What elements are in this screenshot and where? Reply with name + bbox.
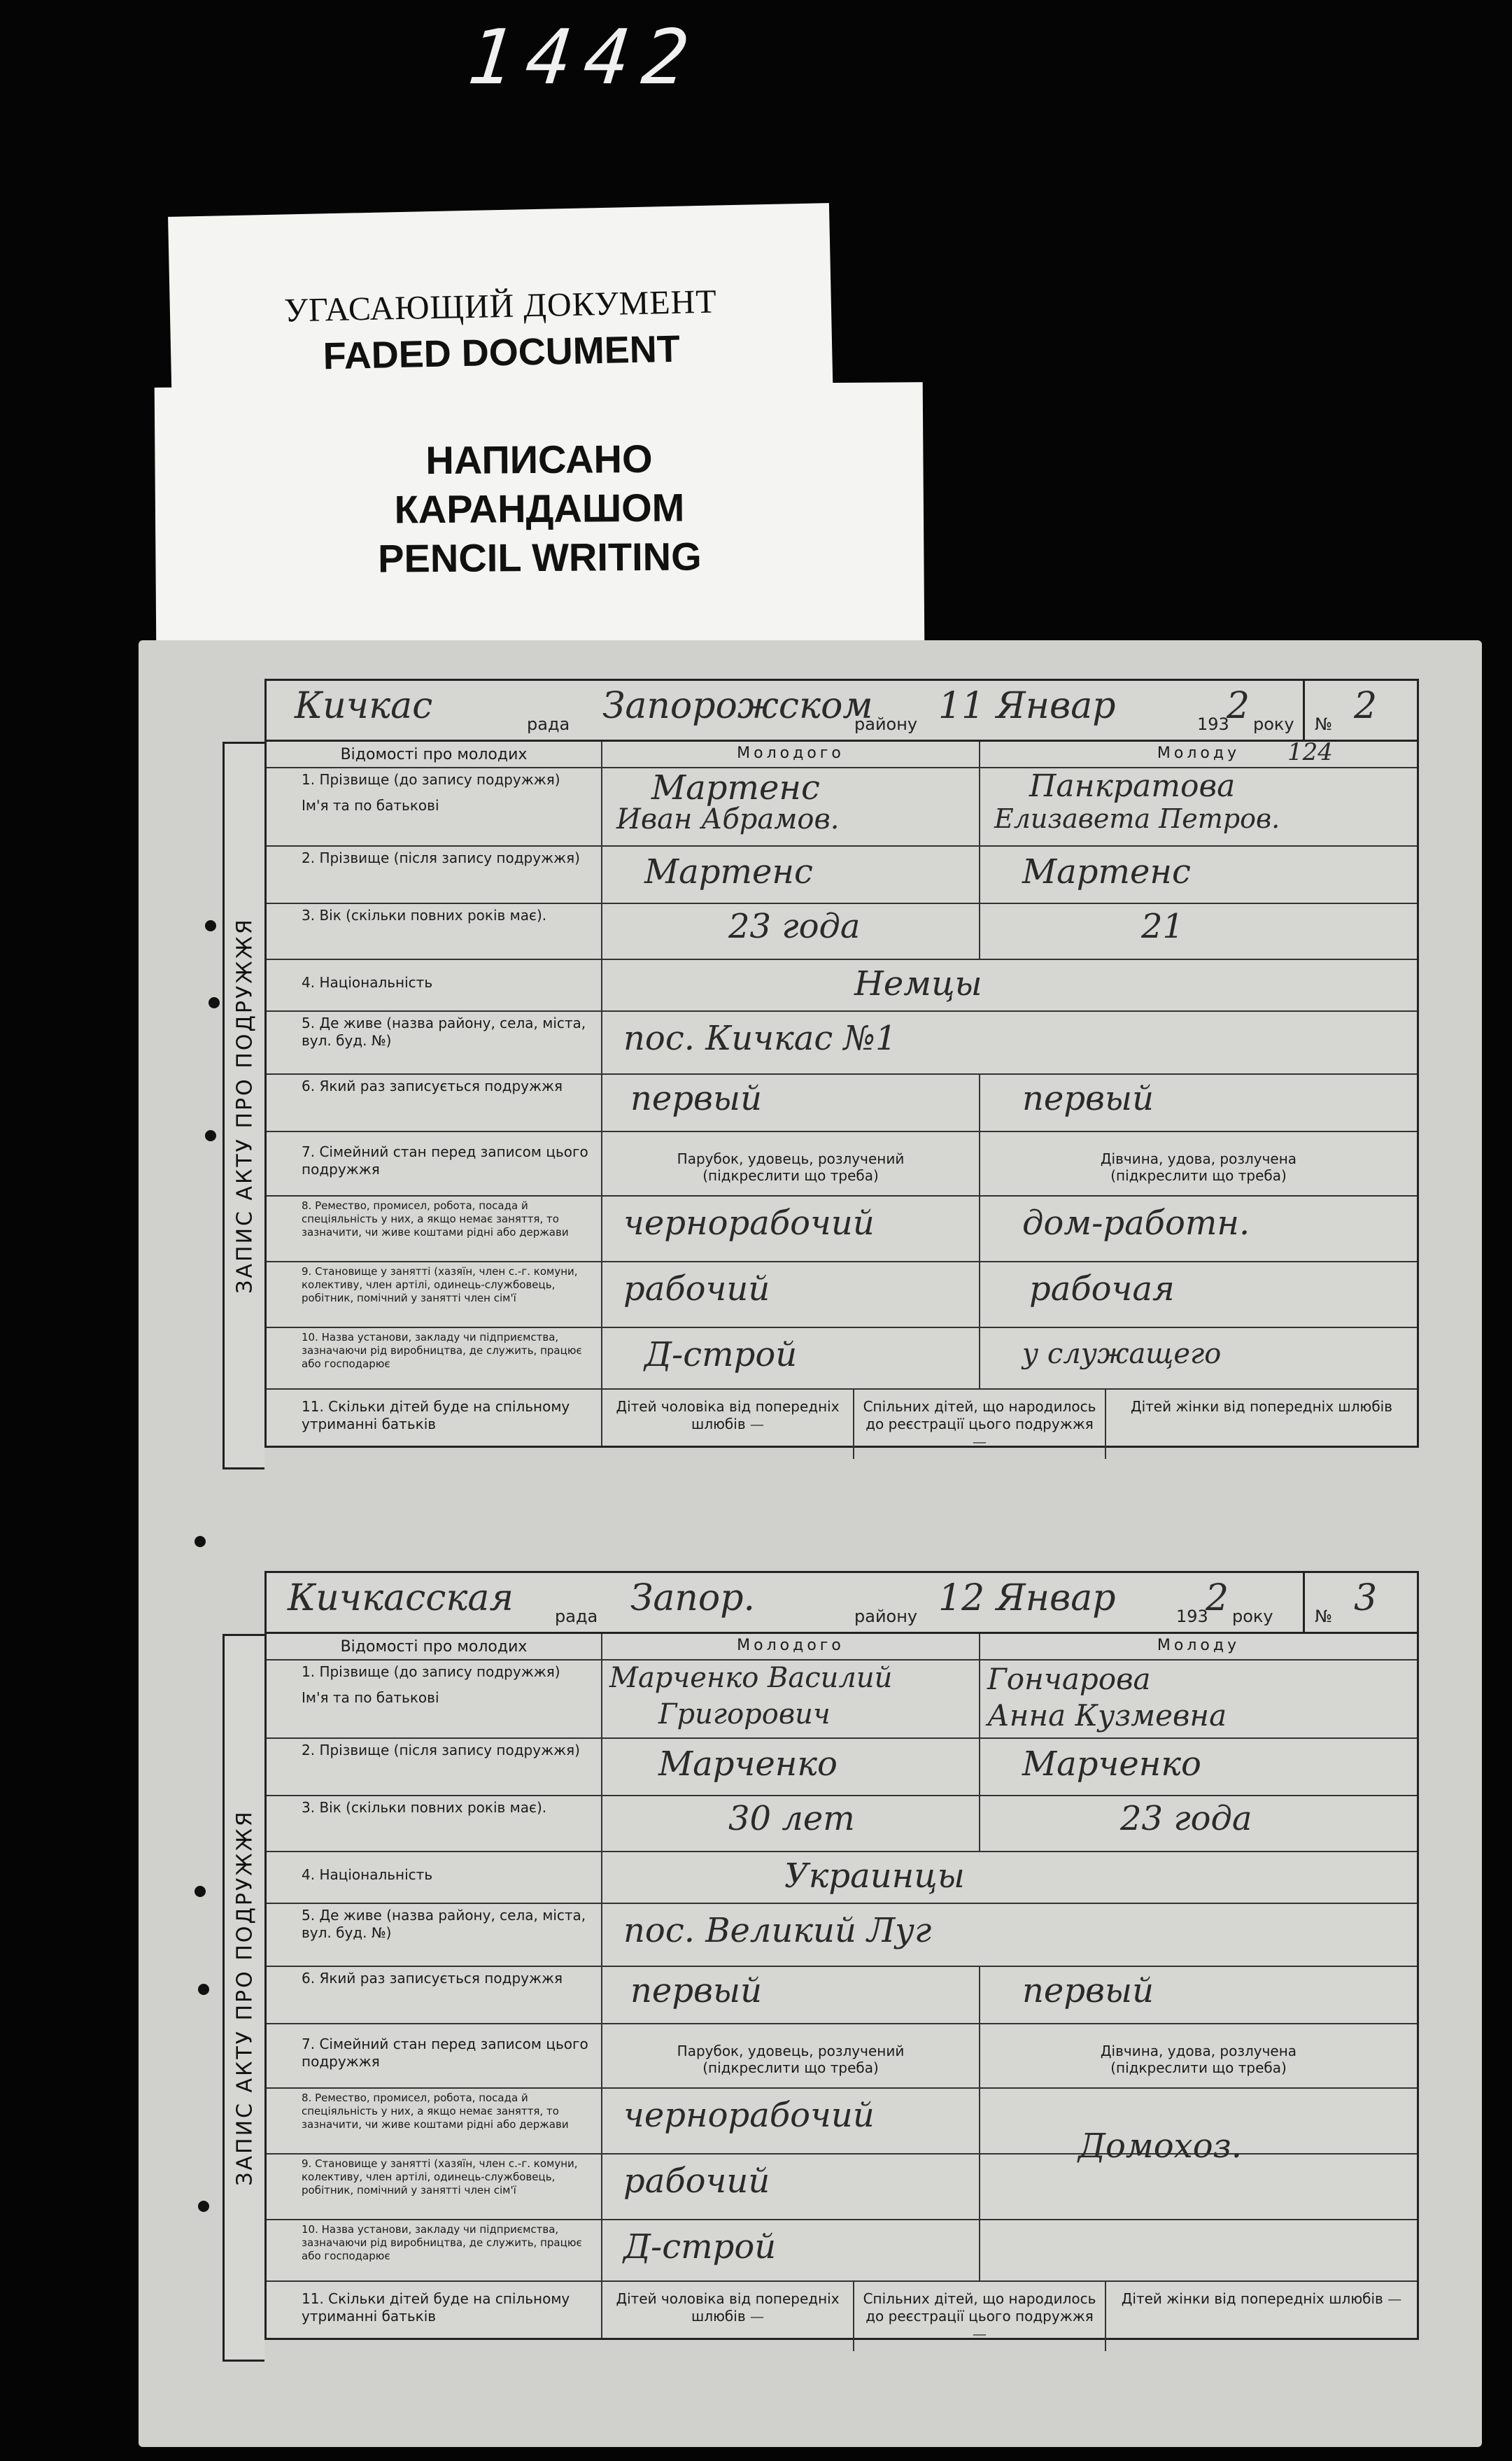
bride-surname: Панкратова: [1029, 768, 1236, 804]
row-times: [267, 1073, 1417, 1131]
bride-cell: [980, 1796, 1417, 1851]
label-surname-after: 2. Прізвище (після запису подружжя): [267, 1739, 602, 1795]
label-marital: 7. Сімейний стан перед записом цього подружжя: [267, 2024, 602, 2087]
row-surname-after: [267, 1737, 1417, 1795]
groom-cell: [602, 1132, 980, 1195]
label-position: 9. Становище у занятті (хазяїн, член с.-г. комуни, колективу, член артілі, одинець-службовець, робітник, помічний у занятті член сім'ї: [267, 1262, 602, 1327]
page-number: 1442: [463, 14, 705, 101]
grid-header-row: [267, 742, 1417, 767]
groom-cell: [602, 847, 980, 903]
info-header: Відомості про молодих: [267, 1634, 602, 1659]
groom-new-surname: Мартенс: [644, 852, 813, 891]
bride-marital-options: Дівчина, удова, розлучена: [1100, 1150, 1297, 1167]
row-position: [267, 1261, 1417, 1327]
children-bride-label: Дітей жінки від попередніх шлюбів: [1130, 1398, 1393, 1415]
label-surname-before: [267, 768, 602, 845]
groom-position: рабочий: [623, 2162, 770, 2201]
binding-hole: [198, 1984, 209, 1995]
label-marital: 7. Сімейний стан перед записом цього подружжя: [267, 1132, 602, 1195]
row-children: [267, 1388, 1417, 1450]
children-groom: [602, 2282, 854, 2351]
record-number-extra: 124: [1287, 738, 1333, 766]
bride-marital-note: (підкреслити що треба): [1110, 1167, 1287, 1184]
pencil-label-ru-2: КАРАНДАШОМ: [394, 485, 685, 532]
bride-cell: [980, 1075, 1417, 1131]
children-groom-value: —: [749, 1416, 764, 1432]
binding-hole: [209, 997, 220, 1008]
children-common-value: —: [973, 2325, 987, 2342]
bride-name: Елизавета Петров.: [994, 803, 1280, 834]
children-cell: [602, 1390, 1417, 1450]
label-workplace: 10. Назва установи, закладу чи підприємства, зазначаючи рід виробництва, де служить, працює або господарює: [267, 2220, 602, 2280]
record-number-box: [1303, 681, 1417, 740]
bride-cell: [980, 2127, 1417, 2219]
groom-cell: [602, 1967, 980, 2023]
children-common-value: —: [973, 1433, 987, 1450]
faded-label-en: FADED DOCUMENT: [323, 327, 681, 378]
label-surname-after: 2. Прізвище (після запису подружжя): [267, 847, 602, 903]
bride-cell: [980, 1660, 1417, 1737]
raion-label: району: [854, 714, 918, 734]
groom-age: 30 лет: [728, 1799, 855, 1838]
bride-header: Молоду: [1157, 1637, 1241, 1654]
groom-surname: Мартенс: [651, 768, 820, 808]
number-label: №: [1315, 714, 1332, 734]
record-header: [264, 679, 1419, 742]
groom-cell: [602, 1262, 980, 1327]
label-children: 11. Скільки дітей буде на спільному утриманні батьків: [267, 1390, 602, 1446]
children-bride: [1106, 2282, 1417, 2351]
bride-position: Домохоз.: [1078, 2127, 1243, 2166]
rada-value: Кичкас: [295, 685, 433, 727]
groom-cell: [602, 1328, 980, 1388]
groom-times: первый: [630, 1079, 762, 1118]
number-label: №: [1315, 1607, 1332, 1626]
date-value: 12 Январ: [938, 1577, 1116, 1619]
label-r1b: Ім'я та по батькові: [302, 797, 439, 814]
bride-cell: [980, 1132, 1417, 1195]
row-age: [267, 903, 1417, 959]
bride-cell: [980, 1967, 1417, 2023]
pencil-writing-sticker: [155, 382, 925, 648]
bride-name: Анна Кузмевна: [987, 1698, 1227, 1733]
bride-surname: Гончарова: [987, 1662, 1151, 1696]
bride-cell: [980, 2024, 1417, 2087]
groom-cell: [602, 768, 980, 845]
bride-marital-options: Дівчина, удова, розлучена: [1100, 2043, 1297, 2059]
groom-cell: [602, 904, 980, 959]
label-surname-before: [267, 1660, 602, 1737]
residence: пос. Кичкас №1: [623, 1019, 897, 1058]
row-marital: [267, 1131, 1417, 1195]
groom-surname: Марченко Василий: [609, 1662, 893, 1694]
row-occupation: [267, 2087, 1417, 2153]
children-common-label: Спільних дітей, що народилось до реєстрації цього подружжя: [863, 1398, 1096, 1432]
label-r1: 1. Прізвище (до запису подружжя): [302, 1663, 560, 1680]
record-header: [264, 1571, 1419, 1634]
bride-marital-note: (підкреслити що треба): [1110, 2059, 1287, 2076]
side-title: [222, 742, 264, 1469]
grid-header-row: [267, 1634, 1417, 1659]
bride-cell: [980, 904, 1417, 959]
groom-marital-note: (підкреслити що треба): [702, 1167, 879, 1184]
label-residence: 5. Де живе (назва району, села, міста, вул. буд. №): [267, 1012, 602, 1073]
label-position: 9. Становище у занятті (хазяїн, член с.-г. комуни, колективу, член артілі, одинець-службовець, робітник, помічний у занятті член сім'ї: [267, 2155, 602, 2219]
groom-workplace: Д-строй: [623, 2227, 777, 2266]
groom-name: Григорович: [658, 1698, 831, 1730]
bride-times: первый: [1022, 1079, 1154, 1118]
bride-times: первый: [1022, 1971, 1154, 2010]
year-prefix: 193: [1176, 1607, 1208, 1626]
label-occupation: 8. Ремество, промисел, робота, посада й спеціяльність у них, а якщо немає заняття, то зазначити, чи живе коштами рідні або держави: [267, 1197, 602, 1261]
year-label: року: [1232, 1607, 1273, 1626]
binding-hole: [198, 2201, 209, 2212]
groom-workplace: Д-строй: [644, 1335, 798, 1374]
rada-value: Кичкасская: [288, 1577, 514, 1619]
label-times: 6. Який раз записується подружжя: [267, 1075, 602, 1131]
raion-value: Запорожском: [602, 685, 873, 727]
year-suffix: 2: [1227, 685, 1250, 727]
children-common-label: Спільних дітей, що народилось до реєстрації цього подружжя: [863, 2290, 1096, 2325]
bride-new-surname: Мартенс: [1022, 852, 1191, 891]
bride-workplace: у служащего: [1022, 1338, 1222, 1370]
groom-header: Молодого: [602, 742, 980, 767]
binding-hole: [195, 1536, 206, 1547]
label-residence: 5. Де живе (назва району, села, міста, вул. буд. №): [267, 1904, 602, 1966]
rada-label: рада: [555, 1607, 598, 1626]
groom-occupation: чернорабочий: [623, 2096, 875, 2135]
groom-cell: [602, 2024, 980, 2087]
side-title-text: ЗАПИС АКТУ ПРО ПОДРУЖЖЯ: [232, 1810, 257, 2186]
record-number: 2: [1354, 685, 1378, 727]
nationality: Немцы: [854, 964, 982, 1003]
groom-cell: [602, 2089, 980, 2153]
children-bride: [1106, 1390, 1417, 1459]
row-surname-after: [267, 845, 1417, 903]
raion-value: Запор.: [630, 1577, 756, 1619]
label-children: 11. Скільки дітей буде на спільному утриманні батьків: [267, 2282, 602, 2338]
bride-cell: [980, 847, 1417, 903]
row-nationality: [267, 1851, 1417, 1903]
year-label: року: [1253, 714, 1294, 734]
bride-new-surname: Марченко: [1022, 1744, 1201, 1784]
row-surname-before: [267, 767, 1417, 845]
row-position: [267, 2127, 1417, 2219]
bride-position: рабочая: [1029, 1269, 1175, 1309]
children-groom-label: Дітей чоловіка від попередніх шлюбів: [616, 2290, 840, 2325]
label-age: 3. Вік (скільки повних років має).: [267, 1796, 602, 1851]
groom-position: рабочий: [623, 1269, 770, 1309]
date-value: 11 Январ: [938, 685, 1116, 727]
bride-header: Молоду: [1157, 745, 1241, 762]
bride-cell: [980, 2220, 1417, 2280]
groom-marital-note: (підкреслити що треба): [702, 2059, 879, 2076]
binding-hole: [195, 1886, 206, 1897]
record-number: 3: [1354, 1577, 1378, 1619]
label-age: 3. Вік (скільки повних років має).: [267, 904, 602, 959]
nationality-cell: [602, 960, 1417, 1010]
row-times: [267, 1966, 1417, 2023]
children-cell: [602, 2282, 1417, 2342]
row-nationality: [267, 959, 1417, 1010]
pencil-label-en: PENCIL WRITING: [377, 534, 702, 581]
bride-age: 21: [1141, 907, 1185, 946]
children-groom: [602, 1390, 854, 1459]
row-workplace: [267, 2219, 1417, 2280]
groom-cell: [602, 1796, 980, 1851]
children-bride-value: —: [1387, 2290, 1402, 2307]
row-occupation: [267, 1195, 1417, 1261]
groom-marital-options: Парубок, удовець, розлучений: [677, 1150, 905, 1167]
label-nationality: 4. Національність: [267, 960, 602, 1010]
groom-cell: [602, 1197, 980, 1261]
row-marital: [267, 2023, 1417, 2087]
bride-cell: [980, 1197, 1417, 1261]
residence: пос. Великий Луг: [623, 1911, 932, 1950]
record-grid: [264, 1634, 1419, 2340]
year-suffix: 2: [1206, 1577, 1229, 1619]
groom-cell: [602, 1739, 980, 1795]
pencil-label-ru-1: НАПИСАНО: [425, 436, 653, 483]
marriage-record-2: [232, 1571, 1419, 2362]
label-workplace: 10. Назва установи, закладу чи підприємства, зазначаючи рід виробництва, де служить, працює або господарює: [267, 1328, 602, 1388]
children-groom-label: Дітей чоловіка від попередніх шлюбів: [616, 1398, 840, 1432]
children-groom-value: —: [749, 2308, 764, 2325]
side-title-text: ЗАПИС АКТУ ПРО ПОДРУЖЖЯ: [232, 917, 257, 1294]
groom-cell: [602, 2220, 980, 2280]
row-residence: [267, 1903, 1417, 1966]
label-times: 6. Який раз записується подружжя: [267, 1967, 602, 2023]
groom-header: Молодого: [602, 1634, 980, 1659]
bride-cell: [980, 768, 1417, 845]
binding-hole: [205, 920, 216, 931]
faded-label-ru: УГАСАЮЩИЙ ДОКУМЕНТ: [283, 283, 718, 330]
bride-cell: [980, 1262, 1417, 1327]
marriage-record-1: [232, 679, 1419, 1469]
row-residence: [267, 1010, 1417, 1073]
label-nationality: 4. Національність: [267, 1852, 602, 1903]
info-header: Відомості про молодих: [267, 742, 602, 767]
row-workplace: [267, 1327, 1417, 1388]
groom-cell: [602, 1660, 980, 1737]
groom-cell: [602, 1075, 980, 1131]
residence-cell: [602, 1012, 1417, 1073]
raion-label: району: [854, 1607, 918, 1626]
children-common: [854, 1390, 1106, 1459]
record-number-box: [1303, 1573, 1417, 1632]
label-r1: 1. Прізвище (до запису подружжя): [302, 771, 560, 788]
groom-name: Иван Абрамов.: [616, 803, 840, 835]
bride-occupation: дом-работн.: [1022, 1204, 1250, 1243]
nationality: Украинцы: [784, 1856, 965, 1896]
children-common: [854, 2282, 1106, 2351]
groom-age: 23 года: [728, 907, 861, 946]
groom-cell: [602, 2155, 980, 2219]
bride-age: 23 года: [1120, 1799, 1252, 1838]
label-occupation: 8. Ремество, промисел, робота, посада й спеціяльність у них, а якщо немає заняття, то зазначити, чи живе коштами рідні або держави: [267, 2089, 602, 2153]
bride-cell: [980, 1739, 1417, 1795]
row-surname-before: [267, 1659, 1417, 1737]
residence-cell: [602, 1904, 1417, 1966]
label-r1b: Ім'я та по батькові: [302, 1689, 439, 1706]
binding-hole: [205, 1130, 216, 1141]
rada-label: рада: [527, 714, 570, 734]
bride-cell: [980, 1328, 1417, 1388]
record-grid: [264, 742, 1419, 1448]
groom-marital-options: Парубок, удовець, розлучений: [677, 2043, 905, 2059]
groom-times: первый: [630, 1971, 762, 2010]
children-bride-label: Дітей жінки від попередніх шлюбів: [1121, 2290, 1383, 2307]
row-age: [267, 1795, 1417, 1851]
nationality-cell: [602, 1852, 1417, 1903]
side-title: [222, 1634, 264, 2362]
groom-occupation: чернорабочий: [623, 1204, 875, 1243]
year-prefix: 193: [1197, 714, 1229, 734]
groom-new-surname: Марченко: [658, 1744, 838, 1784]
row-children: [267, 2280, 1417, 2342]
